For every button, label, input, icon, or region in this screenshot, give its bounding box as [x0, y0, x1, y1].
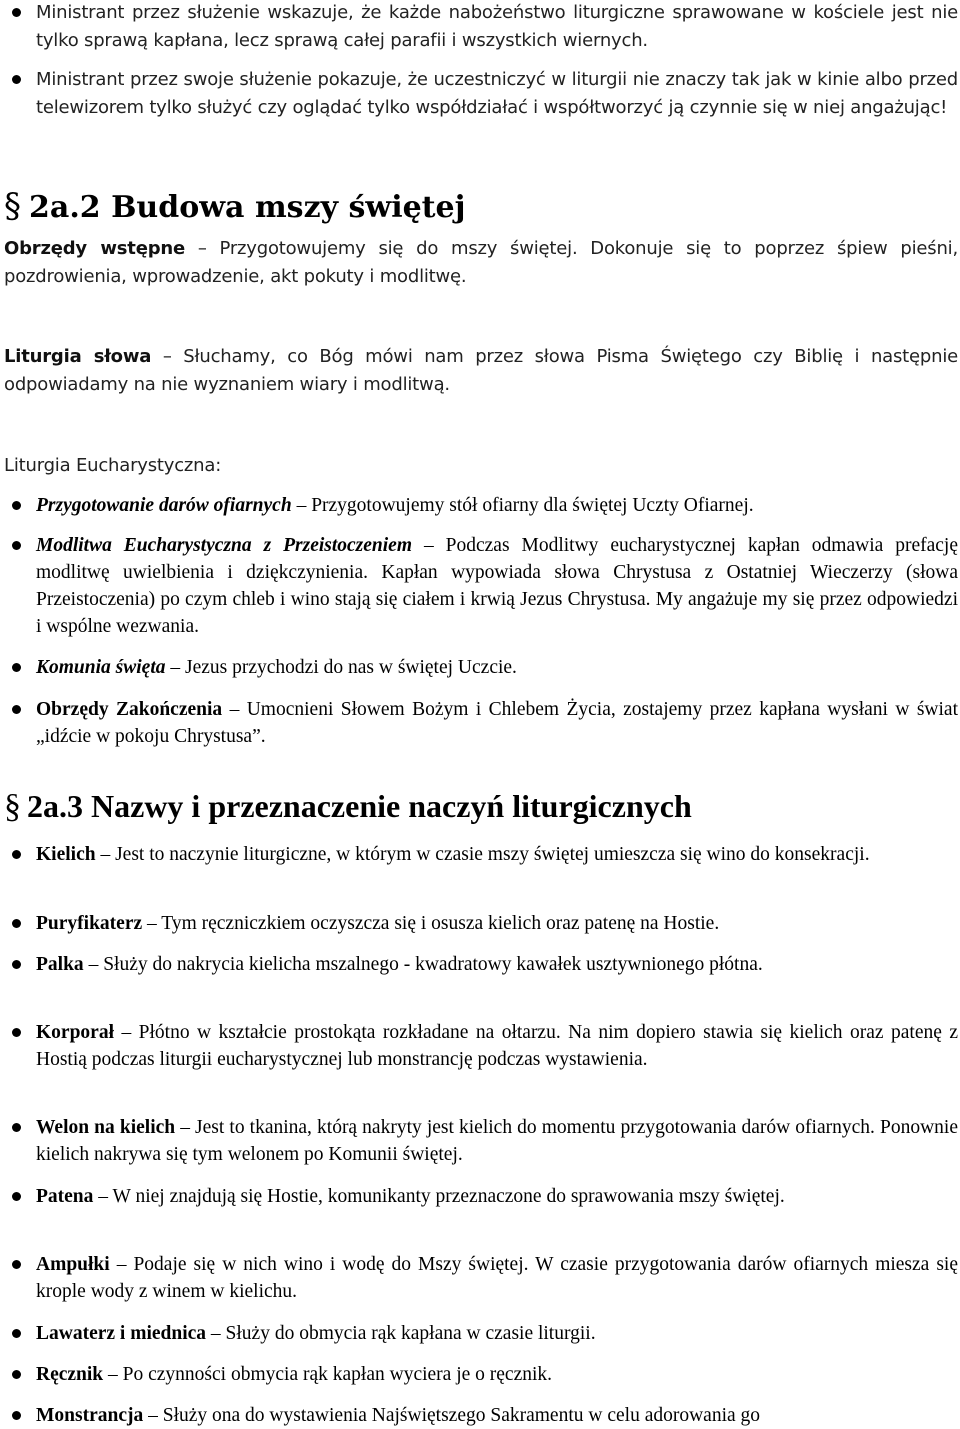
list-item-text: – Służy do obmycia rąk kapłana w czasie liturgii. — [206, 1323, 596, 1344]
section-title: 2a.3 Nazwy i przeznaczenie naczyń liturgicznych — [27, 788, 692, 824]
section-heading-2a3 — [4, 786, 692, 827]
paragraph-text: – Przygotowujemy się do mszy świętej. Dokonuje się to poprzez śpiew pieśni, pozdrowienia, wprowadzenie, akt pokuty i modlitwę. — [4, 238, 958, 287]
intro-bullet-1 — [36, 0, 958, 55]
list-item-korporal — [36, 1019, 958, 1073]
paragraph-text: – Słuchamy, co Bóg mówi nam przez słowa Pisma Świętego czy Biblię i następnie odpowiadamy na nie wyznaniem wiary i modlitwą. — [4, 346, 959, 395]
list-item-kielich — [36, 841, 958, 868]
list-item-text: – W niej znajdują się Hostie, komunikanty przeznaczone do sprawowania mszy świętej. — [93, 1186, 785, 1207]
list-item-text: – Służy do nakrycia kielicha mszalnego - kwadratowy kawałek usztywnionego płótna. — [83, 954, 763, 975]
section-symbol: § — [4, 788, 21, 825]
list-item-text: – Podczas Modlitwy eucharystycznej kapłan odmawia prefację modlitwę uwielbienia i dziękczynienia. Kapłan wypowiada słowa Chrystusa z Ostatniej Wieczerzy (słowa Przeistoczenia) po czym chleb i wino stają się ciałem i krwią Jezus Chrystusa. My angażuje my się przez odpowiedzi i wspólne wezwania. — [36, 535, 959, 637]
section-title: 2a.2 Budowa mszy świętej — [29, 190, 466, 225]
eucharist-heading — [4, 452, 958, 480]
list-item-text: – Po czynności obmycia rąk kapłan wyciera je o ręcznik. — [103, 1364, 553, 1385]
list-item-recznik — [36, 1361, 958, 1388]
list-item-modlitwa — [36, 532, 958, 640]
list-item-term: Obrzędy Zakończenia — [36, 699, 223, 720]
list-item-text: – Jest to tkanina, którą nakryty jest kielich do momentu przygotowania darów ofiarnych. Ponownie kielich nakrywa się tym welonem po Komunii świętej. — [36, 1117, 958, 1165]
paragraph-liturgia-slowa — [4, 343, 958, 399]
list-item-text: – Przygotowujemy stół ofiarny dla świętej Uczty Ofiarnej. — [291, 495, 754, 516]
list-item-welon — [36, 1114, 958, 1168]
list-item-term: Modlitwa Eucharystyczna z Przeistoczeniem — [36, 535, 413, 556]
list-item-puryfikaterz — [36, 910, 958, 937]
list-item-monstrancja — [36, 1402, 958, 1429]
list-item-zakonczenie — [36, 696, 958, 750]
list-item-patena — [36, 1183, 958, 1210]
list-item-ampulki — [36, 1251, 958, 1305]
intro-bullet-2-text: Ministrant przez swoje służenie pokazuje, że uczestniczyć w liturgii nie znaczy tak jak w kinie albo przed telewizorem tylko służyć czy oglądać tylko współdziałać i współtworzyć ją czynnie się w niej angażując! — [36, 69, 958, 118]
list-item-text: – Służy ona do wystawienia Najświętszego Sakramentu w celu adorowania go — [143, 1405, 761, 1426]
list-item-term: Komunia święta — [36, 657, 166, 678]
list-item-palka — [36, 951, 958, 978]
list-item-komunia — [36, 654, 958, 681]
list-item-term: Lawaterz i miednica — [36, 1323, 207, 1344]
list-item-text: – Jest to naczynie liturgiczne, w którym w czasie mszy świętej umieszcza się wino do konsekracji. — [95, 844, 870, 865]
list-item-text: – Płótno w kształcie prostokąta rozkładane na ołtarzu. Na nim dopiero stawia się kielich oraz patenę z Hostią podczas liturgii eucharystycznej lub monstrancję podczas wystawienia. — [36, 1022, 958, 1070]
list-item-text: – Podaje się w nich wino i wodę do Mszy świętej. W czasie przygotowania darów ofiarnych miesza się krople wody z winem w kielichu. — [36, 1254, 958, 1302]
list-item-lawaterz — [36, 1320, 958, 1347]
paragraph-obrzedy-wstepne — [4, 235, 958, 291]
list-item-term: Patena — [36, 1186, 94, 1207]
list-item-text: – Tym ręczniczkiem oczyszcza się i osusza kielich oraz patenę na Hostie. — [142, 913, 720, 934]
intro-bullet-1-text: Ministrant przez służenie wskazuje, że każde nabożeństwo liturgiczne sprawowane w kościele jest nie tylko sprawą kapłana, lecz sprawą całej parafii i wszystkich wiernych. — [36, 2, 958, 51]
list-item-text: – Jezus przychodzi do nas w świętej Uczcie. — [165, 657, 517, 678]
list-item-term: Kielich — [36, 844, 96, 865]
section-heading-2a2 — [4, 186, 465, 228]
list-item-text: – Umocnieni Słowem Bożym i Chlebem Życia, zostajemy przez kapłana wysłani w świat „idźcie w pokoju Chrystusa”. — [36, 699, 958, 747]
list-item-term: Palka — [36, 954, 84, 975]
list-item-term: Ampułki — [36, 1254, 110, 1275]
section-symbol: § — [4, 186, 21, 226]
list-item-term: Monstrancja — [36, 1405, 144, 1426]
eucharist-heading-text: Liturgia Eucharystyczna: — [4, 455, 222, 476]
paragraph-term: Obrzędy wstępne — [4, 238, 186, 259]
intro-bullet-2 — [36, 66, 958, 122]
list-item-term: Korporał — [36, 1022, 114, 1043]
paragraph-term: Liturgia słowa — [4, 346, 152, 367]
list-item-term: Puryfikaterz — [36, 913, 143, 934]
list-item-term: Przygotowanie darów ofiarnych — [36, 495, 292, 516]
list-item-term: Ręcznik — [36, 1364, 104, 1385]
list-item-term: Welon na kielich — [36, 1117, 176, 1138]
list-item-dary — [36, 492, 958, 519]
